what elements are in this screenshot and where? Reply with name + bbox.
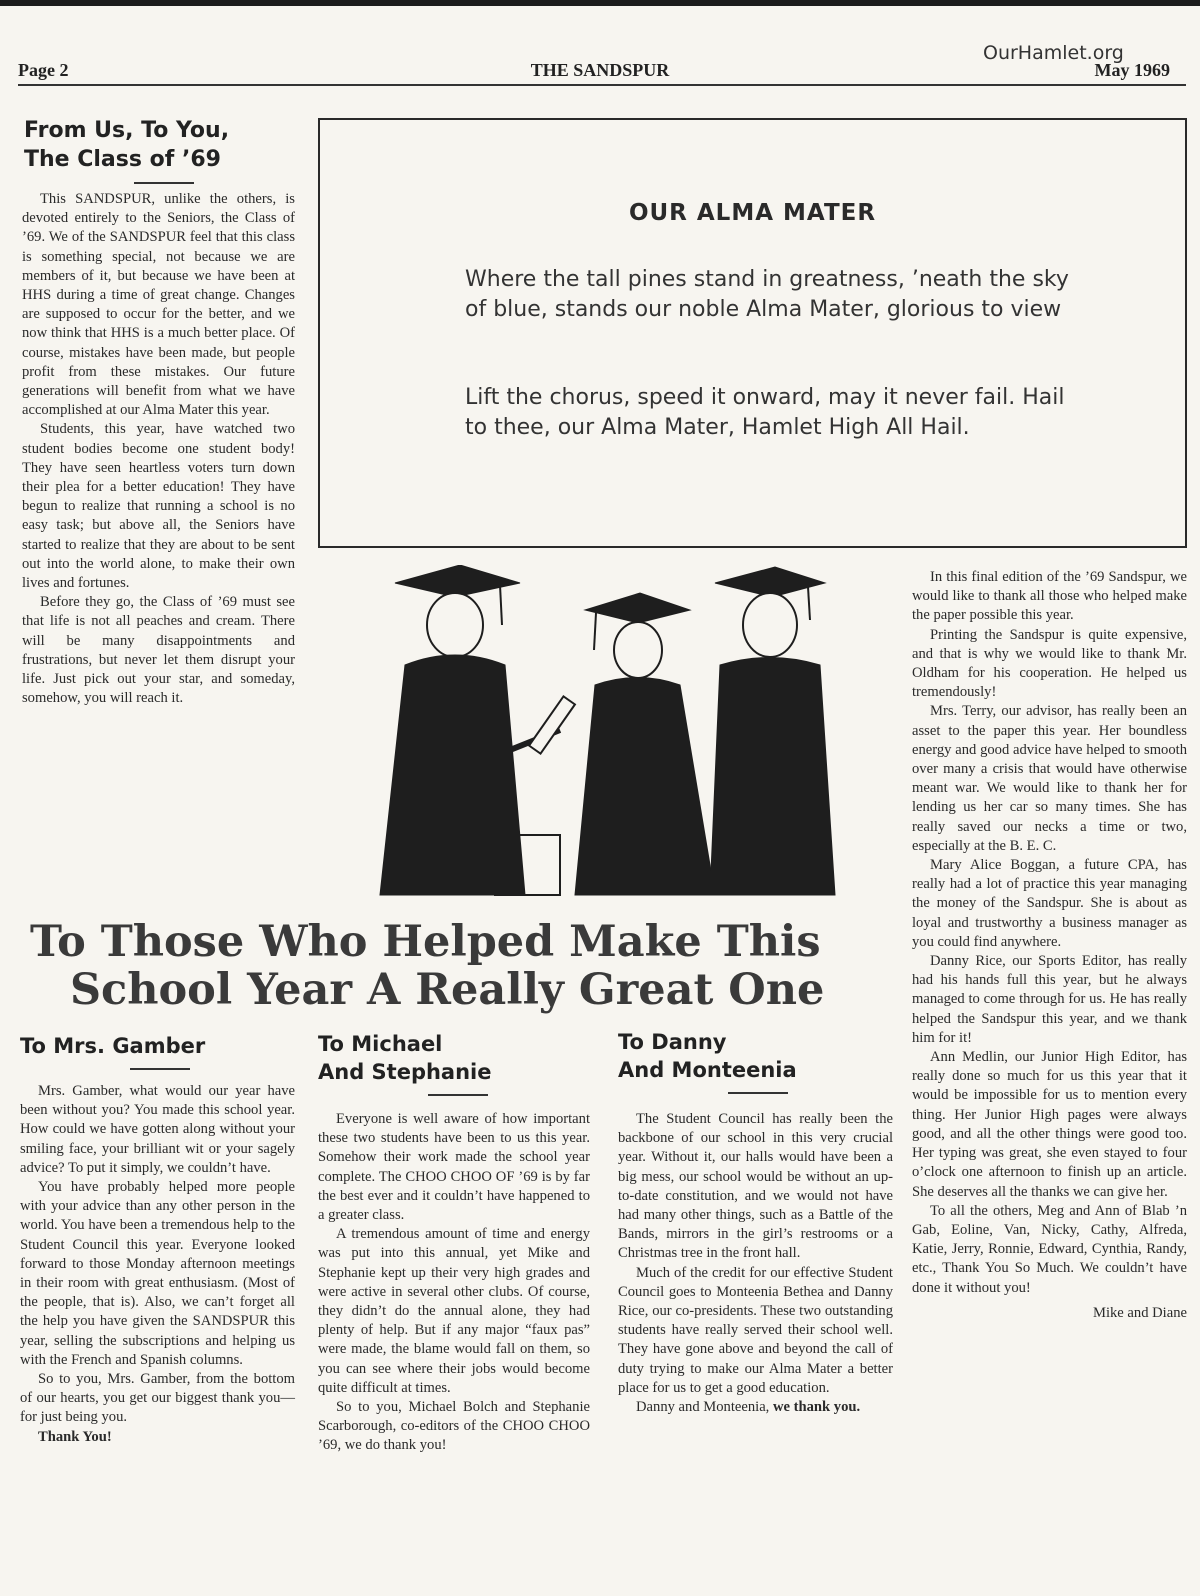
paragraph: Ann Medlin, our Junior High Editor, has really done so much for us this year that it would be impossible for us to mention every thing. Her Junior High pages were always good, and all the other things were good too. Her typing was great, she even stayed to four o’clock one afternoon to finish up an article. She deserves all the thanks we can give her. (912, 1049, 1187, 1200)
headline-line: From Us, To You, (24, 118, 230, 143)
tassel (594, 613, 596, 650)
alma-mater-box (318, 118, 1187, 548)
alma-mater-verse: Where the tall pines stand in greatness, ’neath the sky of blue, stands our noble Alma Mater, glorious to view (465, 267, 1069, 322)
issue-date: May 1969 (1094, 60, 1170, 80)
michael-headline (318, 1030, 598, 1106)
paragraph: This SANDSPUR, unlike the others, is devoted entirely to the Seniors, the Class of ’69. We of the SANDSPUR feel that this class is something special, not because we are members of it, but because we have been at HHS during a time of great change. Changes are supposed to occur for the better, and we now think that HHS is a much better place. Of course, mistakes have been made, but people profit from these mistakes. Our future generations will benefit from what we have accomplished at our Alma Mater this year. (22, 191, 295, 419)
paragraph: Danny Rice, our Sports Editor, has really had his hands full this year, but he always managed to come through for us. He has really helped the Sandspur this year, and we thank him for it! (912, 953, 1187, 1046)
page-number: Page 2 (18, 60, 69, 80)
paragraph: Mrs. Gamber, what would our year have been without you? You made this school year. How could we have gotten along without your smiling face, your brilliant wit or your sagely advice? To put it simply, we couldn’t have. (20, 1083, 295, 1176)
paragraph: Much of the credit for our effective Student Council goes to Monteenia Bethea and Danny Rice, our co-presidents. These two outstanding students have really served their school well. They have gone above and beyond the call of duty trying to make our Alma Mater a better place for us to get a good education. (618, 1264, 893, 1396)
paragraph: A tremendous amount of time and energy was put into this annual, yet Mike and Stephanie kept up their very high grades and were active in several other clubs. Of course, they didn’t do the annual alone, they had plenty of help. But if any major “faux pas” were made, the blame would fall on them, so you can see where their jobs would become quite difficult at times. (318, 1226, 590, 1396)
divider (428, 1094, 488, 1096)
gown (710, 658, 835, 896)
paragraph: Before they go, the Class of ’69 must see that life is not all peaches and cream. There will be many disappointments and frustrations, but never let them disrupt your life. Just pick out your star, and someday, somehow, you will reach it. (22, 594, 295, 707)
head (427, 593, 483, 657)
paragraph: To all the others, Meg and Ann of Blab ’n Gab, Eoline, Van, Nicky, Cathy, Alfreda, Katie, Jerry, Ronnie, Edward, Cynthia, Randy, etc., Thank You So Much. We couldn’t have done it without you! (912, 1202, 1187, 1296)
alma-mater-verse: Lift the chorus, speed it onward, may it never fail. Hail to thee, our Alma Mater, Hamlet High All Hail. (465, 385, 1065, 440)
gown (575, 678, 715, 896)
danny-article (618, 1110, 893, 1417)
left-article-body (22, 190, 295, 708)
gown (380, 655, 525, 895)
headline-line: And Monteenia (618, 1058, 797, 1082)
mortarboard (585, 593, 690, 623)
divider (728, 1092, 788, 1094)
paragraph: Mary Alice Boggan, a future CPA, has really had a lot of practice this year managing the money of the Sandspur. She is about as loyal and trustworthy a business manager as you could find anywhere. (912, 857, 1187, 950)
tassel (808, 587, 810, 620)
tassel (500, 585, 502, 625)
paragraph: So to you, Michael Bolch and Stephanie Scarborough, co-editors of the CHOO CHOO ’69, we do thank you! (318, 1399, 590, 1454)
alma-mater-title: OUR ALMA MATER (628, 200, 877, 226)
michael-article (318, 1110, 590, 1456)
newspaper-title: THE SANDSPUR (530, 60, 670, 80)
graduates-illustration (360, 565, 915, 915)
masthead-rule (18, 84, 1186, 86)
watermark: OurHamlet.org (983, 42, 1124, 64)
paragraph: You have probably helped more people with your advice than any other person in the world. You have been a tremendous help to the Student Council this year. Everyone looked forward to those Monday afternoon meetings in their room with great enthusiasm. (Most of the people, that is). Also, we can’t forget all the help you have given the SANDSPUR this year, selling the subscriptions and helping us with the French and Spanish columns. (20, 1179, 295, 1368)
left-article-headline (24, 116, 304, 194)
head (614, 622, 662, 678)
divider (134, 182, 194, 184)
paragraph: The Student Council has really been the backbone of our school in this very crucial year. Without it, our halls would have been a big mess, our school would be without an up-to-date constitution, and we would not have had many other things, such as a Battle of the Bands, mirrors in the girl’s restrooms or a Christmas tree in the front hall. (618, 1111, 893, 1262)
gamber-article (20, 1082, 295, 1447)
headline-line: To Danny (618, 1030, 727, 1054)
headline-line: The Class of ’69 (24, 147, 221, 172)
banner-headline (30, 918, 910, 1014)
closing: Thank You! (38, 1428, 112, 1445)
paragraph: Students, this year, have watched two student bodies become one student body! They have seen heartless voters turn down their plea for a better education! They have begun to realize that running a school is no easy task; but above all, the Seniors have started to realize that they are about to be sent out into the world alone, to make their own lives and fortunes. (22, 421, 295, 592)
banner-line: School Year A Really Great One (70, 965, 825, 1015)
paragraph: In this final edition of the ’69 Sandspur, we would like to thank all those who helped make the paper possible this year. (912, 569, 1187, 624)
headline-line: And Stephanie (318, 1060, 492, 1084)
paragraph: So to you, Mrs. Gamber, from the bottom of our hearts, you get our biggest thank you—for just being you. (20, 1371, 295, 1426)
paragraph: Everyone is well aware of how important these two students have been to us this year. Somehow their work made the school year complete. The CHOO CHOO OF ’69 is by far the best ever and it couldn’t have happened to a greater class. (318, 1111, 590, 1224)
gamber-headline (20, 1032, 300, 1080)
headline-line: To Michael (318, 1032, 443, 1056)
head (743, 593, 797, 657)
headline-line: To Mrs. Gamber (20, 1034, 206, 1058)
divider (130, 1068, 190, 1070)
thanks-article (912, 568, 1187, 1323)
danny-headline (618, 1028, 898, 1104)
closing: Danny and Monteenia, we thank you. (636, 1399, 861, 1416)
banner-line: To Those Who Helped Make This (30, 917, 821, 967)
signature: Mike and Diane (1092, 1304, 1187, 1321)
paragraph: Printing the Sandspur is quite expensive, and that is why we would like to thank Mr. Oldham for his cooperation. He helped us tremendously! (912, 626, 1187, 701)
paragraph: Mrs. Terry, our advisor, has really been an asset to the paper this year. Her boundless energy and good advice have helped to smooth over many a crisis that would have otherwise meant war. We would like to thank her for lending us her car so many times. She has really saved our necks a time or two, especially at the B. E. C. (912, 703, 1187, 854)
top-edge (0, 0, 1200, 6)
diploma (529, 696, 575, 753)
